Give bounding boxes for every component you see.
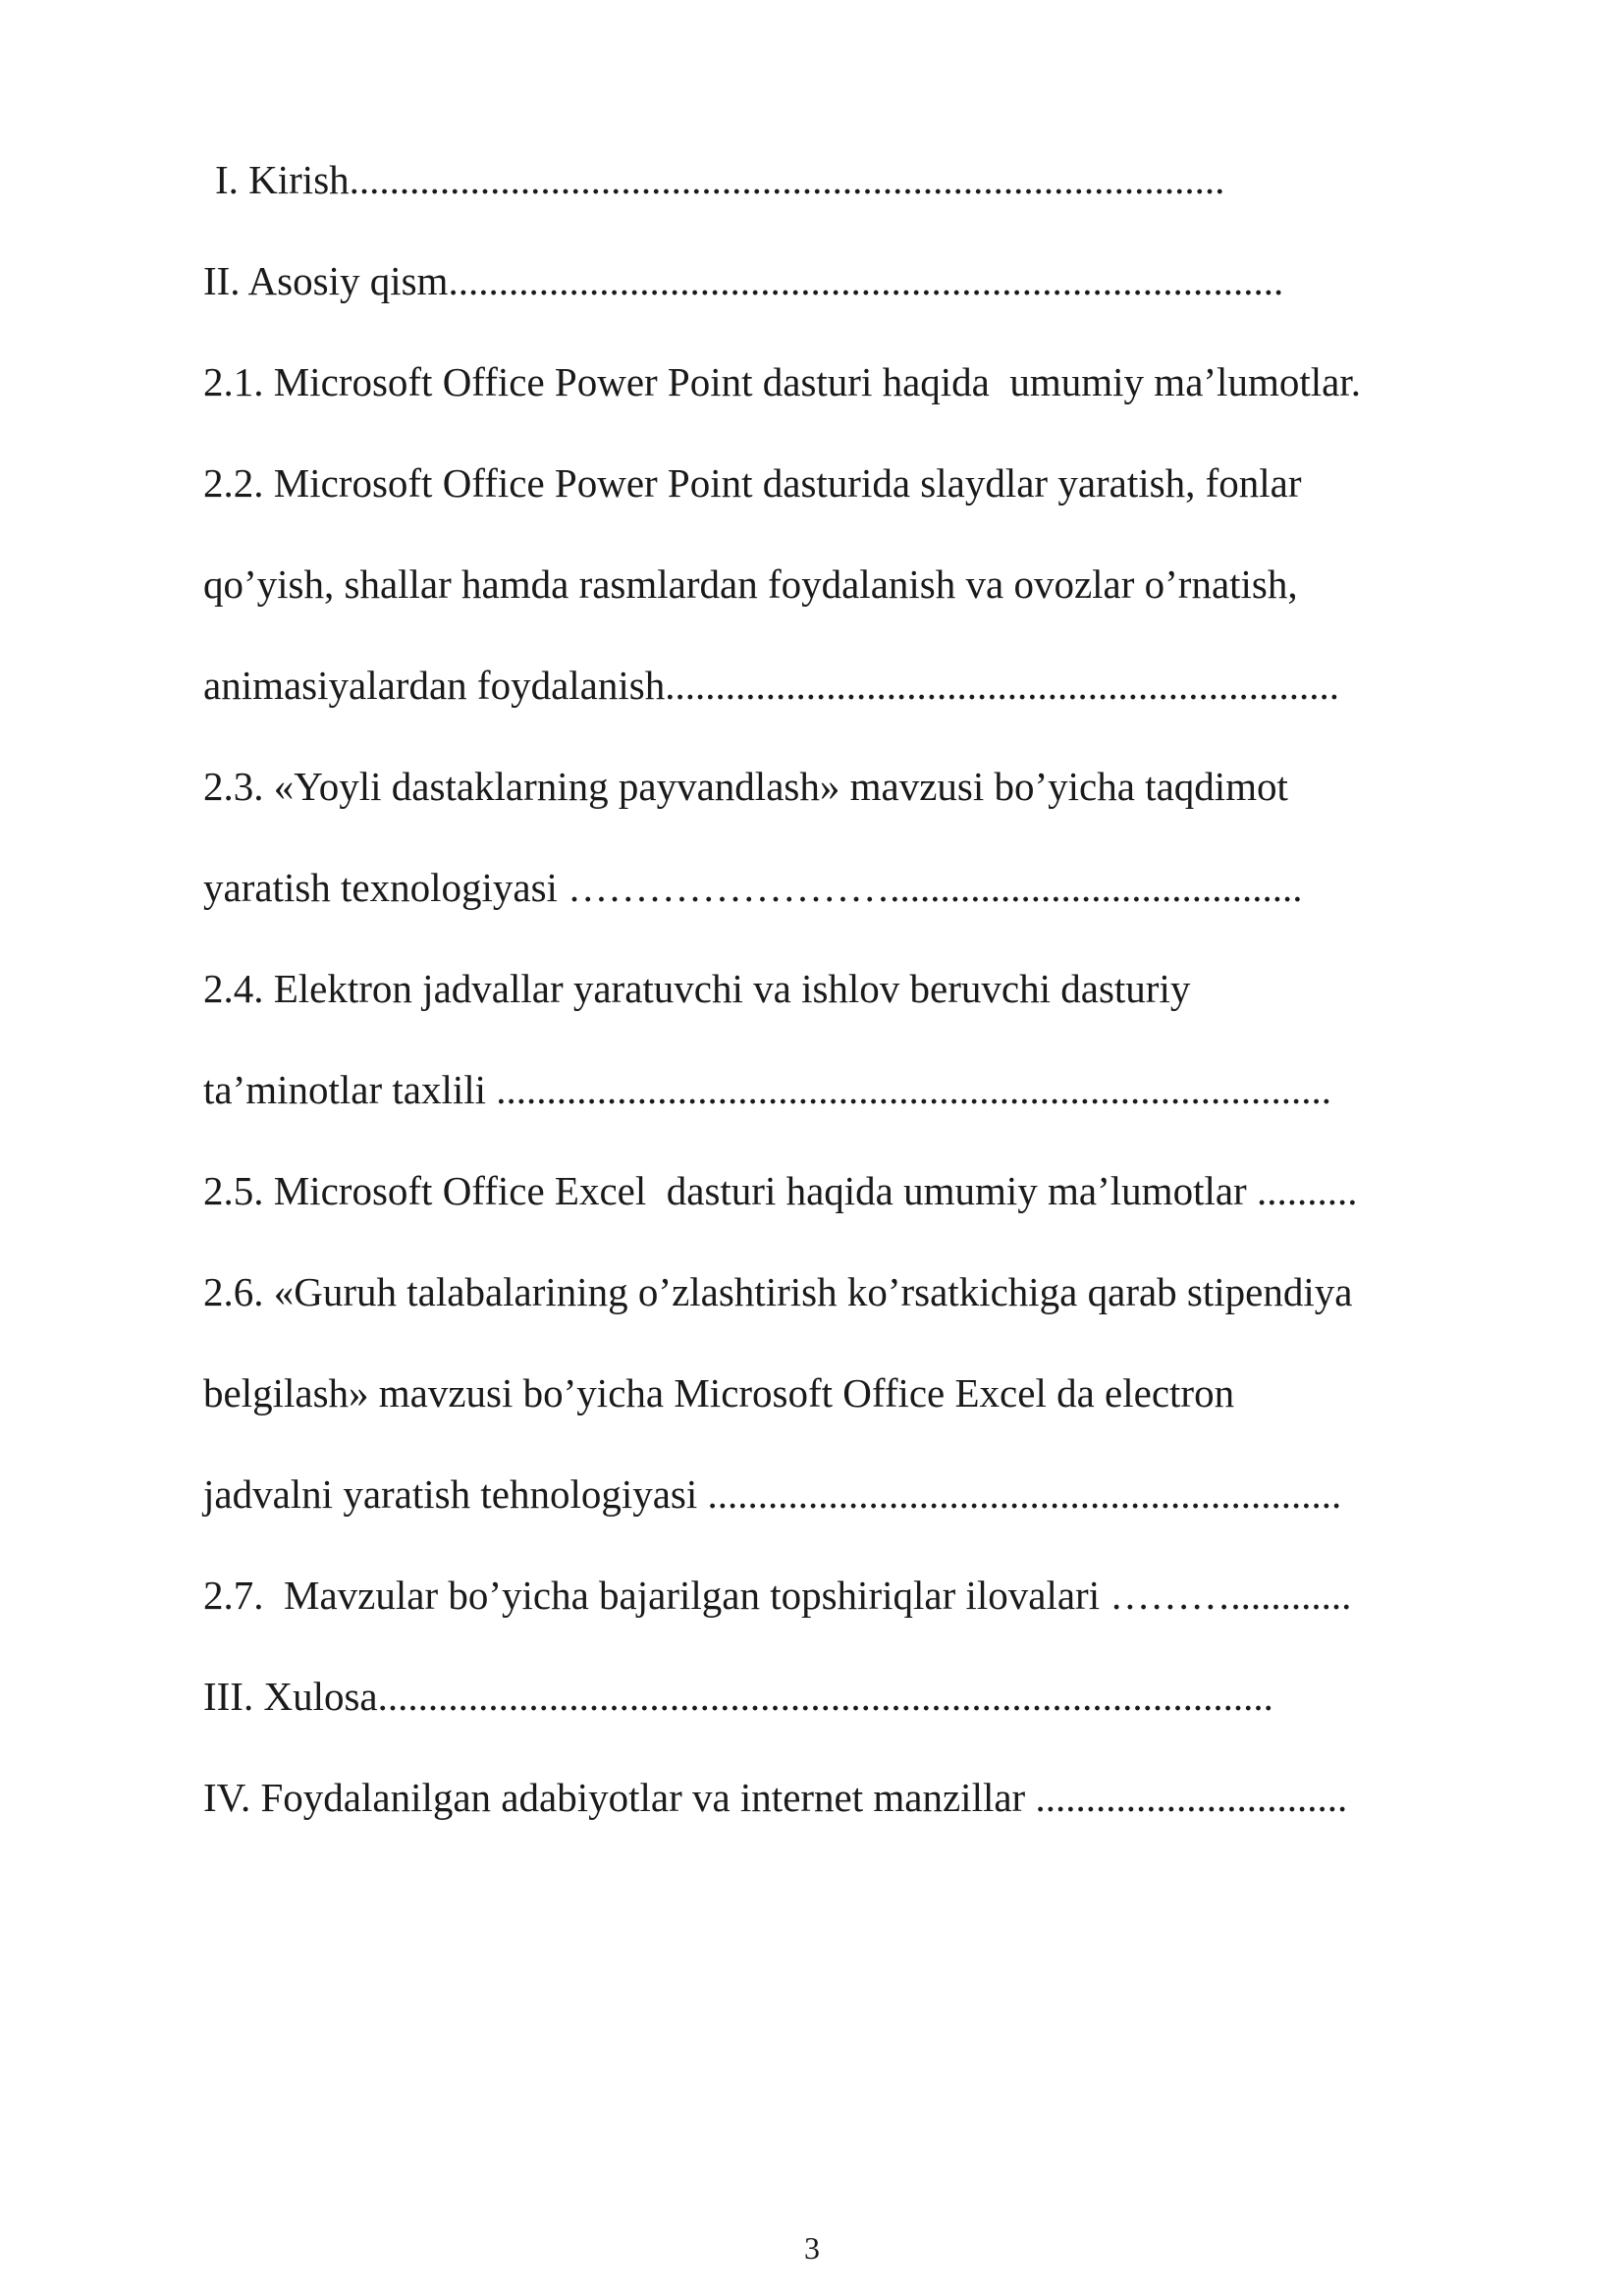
toc-entry-2-3-line2: yaratish texnologiyasi ……………………......................................... (203, 865, 1303, 910)
toc-entry-2-6-line3: jadvalni yaratish tehnologiyasi ............................................................... (203, 1471, 1342, 1517)
page-number: 3 (804, 2230, 820, 2266)
toc-entry-2-4-line1: 2.4. Elektron jadvallar yaratuvchi va ishlov beruvchi dasturiy (203, 966, 1191, 1011)
toc-entry-2-4-line2: ta’minotlar taxlili ................................................................................... (203, 1067, 1332, 1112)
toc-entry-2-2-line2: qo’yish, shallar hamda rasmlardan foydalanish va ovozlar o’rnatish, (203, 561, 1298, 607)
toc-entry-kirish: I. Kirish....................................................................................... (215, 157, 1225, 202)
toc-entry-xulosa: III. Xulosa......................................................................................... (203, 1674, 1273, 1719)
toc-entry-adabiyotlar: IV. Foydalanilgan adabiyotlar va internet manzillar ............................... (203, 1775, 1348, 1820)
toc-entry-2-1: 2.1. Microsoft Office Power Point dasturi haqida umumiy ma’lumotlar. (203, 359, 1361, 404)
toc-entry-2-5: 2.5. Microsoft Office Excel dasturi haqida umumiy ma’lumotlar .......... (203, 1168, 1358, 1213)
toc-entry-2-2-line3: animasiyalardan foydalanish................................................................... (203, 663, 1339, 708)
toc-entry-asosiy-qism: II. Asosiy qism................................................................................... (203, 258, 1284, 303)
toc-entry-2-6-line2: belgilash» mavzusi bo’yicha Microsoft Office Excel da electron (203, 1370, 1235, 1415)
toc-entry-2-7: 2.7. Mavzular bo’yicha bajarilgan topshiriqlar ilovalari ………............ (203, 1573, 1352, 1618)
toc-entry-2-2-line1: 2.2. Microsoft Office Power Point dasturida slaydlar yaratish, fonlar (203, 460, 1302, 506)
toc-entry-2-3-line1: 2.3. «Yoyli dastaklarning payvandlash» mavzusi bo’yicha taqdimot (203, 764, 1288, 809)
toc-entry-2-6-line1: 2.6. «Guruh talabalarining o’zlashtirish ko’rsatkichiga qarab stipendiya (203, 1269, 1353, 1314)
